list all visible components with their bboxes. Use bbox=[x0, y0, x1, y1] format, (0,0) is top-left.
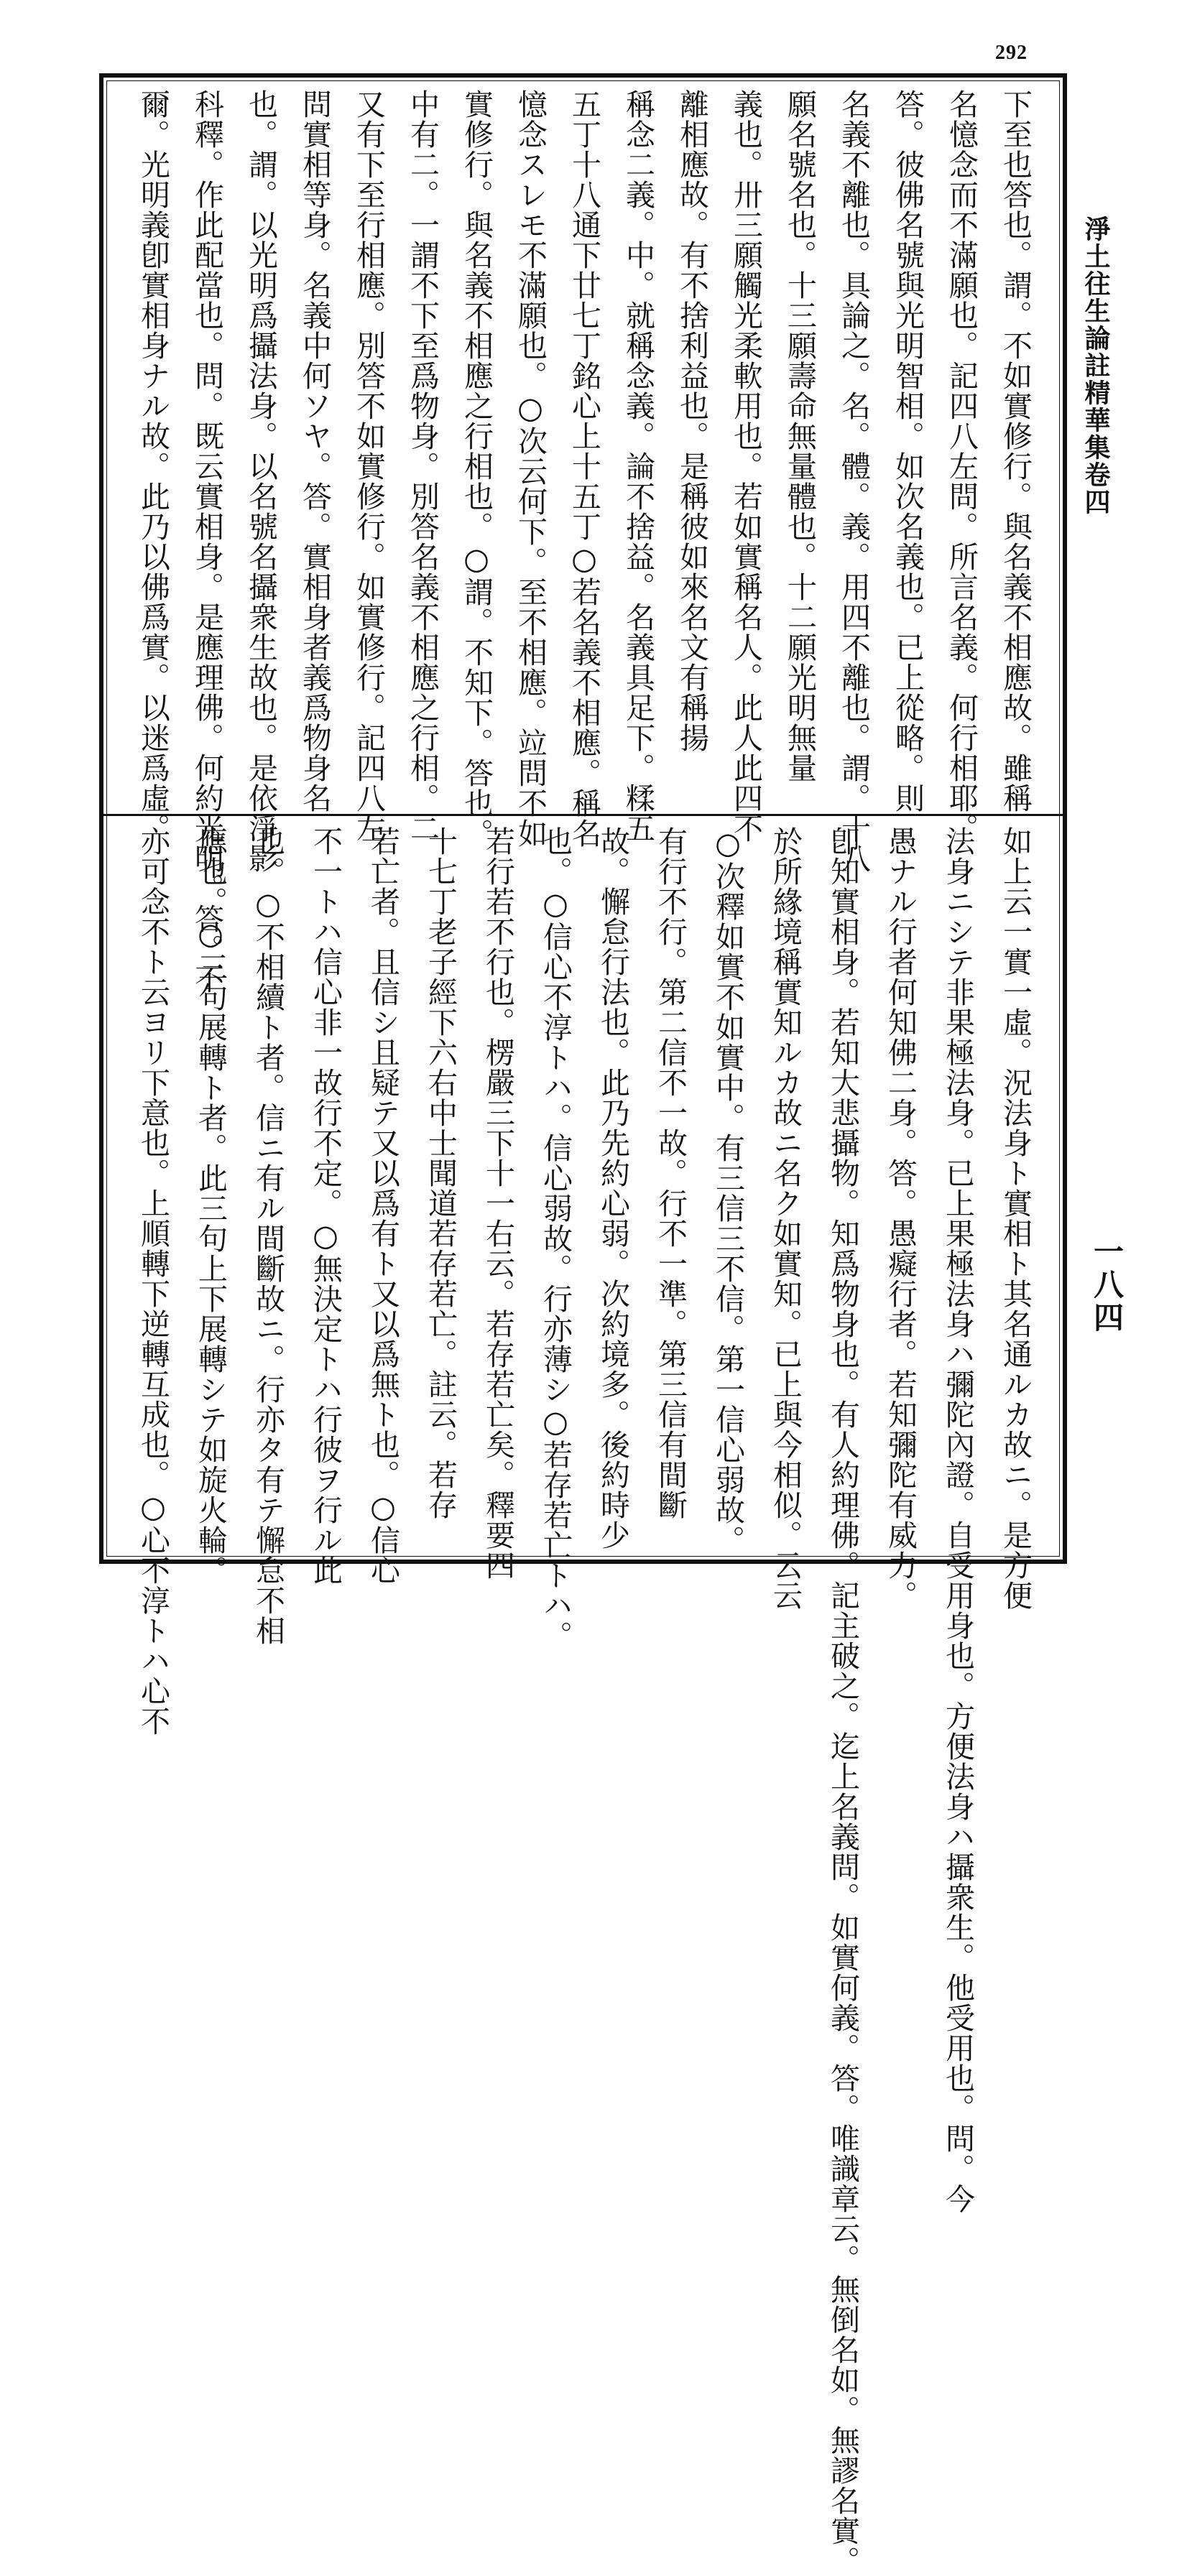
text-column: 憶念スレモ不滿願也。○次云何下。至不相應。竝問不如 bbox=[513, 89, 548, 848]
text-column: 若行若不行也。楞嚴三下十一右云。若存若亡矣。釋要四 bbox=[481, 826, 515, 1580]
text-column: 愚ナル行者何知佛二身。答。愚癡行者。若知彌陀有威力。 bbox=[883, 826, 918, 1611]
text-column: ○次釋如實不如實中。有三信三不信。第一信心弱故。 bbox=[711, 826, 745, 1555]
text-column: 應也。○三句展轉ト者。此三句上下展轉シテ如旋火輪。 bbox=[193, 826, 228, 1585]
text-column: 也。謂。以光明爲攝法身。以名號名攝衆生故也。是依淨影 bbox=[244, 89, 278, 874]
text-column: 問實相等身。名義中何ソヤ。答。實相身者義爲物身名 bbox=[297, 89, 332, 813]
running-title: 淨土往生論註精華集卷四 bbox=[1081, 216, 1111, 516]
text-column: 科釋。作此配當也。問。既云實相身。是應理佛。何約光明。答。不 bbox=[190, 89, 224, 994]
text-column: 不一トハ信心非一故行不定。○無決定トハ行彼ヲ行ル此 bbox=[308, 826, 343, 1585]
text-column: 也。○不相續ト者。信ニ有ル間斷故ニ。行亦タ有テ懈怠不相 bbox=[251, 826, 285, 1646]
page-number: 292 bbox=[995, 42, 1028, 64]
text-column: 亦可念不ト云ヨリ下意也。上順轉下逆轉互成也。○心不淳トハ心不 bbox=[136, 826, 170, 1736]
text-column: 義也。卅三願觸光柔軟用也。若如實稱名人。此人此四不 bbox=[729, 89, 763, 843]
text-column: 名憶念而不滿願也。記四八左問。所言名義。何行相耶。 bbox=[944, 89, 979, 843]
text-column: 有行不行。第二信不一故。行不一準。第三信有間斷 bbox=[653, 826, 688, 1520]
text-column: 下至也答也。謂。不如實修行。與名義不相應故。雖稱 bbox=[998, 89, 1033, 813]
text-column: 於所緣境稱實知ルカ故ニ名ク如實知。已上與今相似。云云 bbox=[768, 826, 803, 1611]
text-column: 中有二。一謂不下至爲物身。別答名義不相應之行相。二 bbox=[405, 89, 440, 843]
lower-panel bbox=[121, 826, 1045, 2576]
text-column: 若亡者。且信シ且疑テ又以爲有ト又以爲無ト也。○信心 bbox=[366, 826, 400, 1585]
text-column: 故。懈怠行法也。此乃先約心弱。次約境多。後約時少 bbox=[596, 826, 630, 1550]
text-column: 願名號名也。十三願壽命無量體也。十二願光明無量 bbox=[782, 89, 817, 783]
upper-panel bbox=[121, 89, 1045, 994]
text-column: 又有下至行相應。別答不如實修行。如實修行。記四八左 bbox=[351, 89, 386, 843]
text-column: 也。○信心不淳トハ。信心弱故。行亦薄シ○若存若亡トハ。 bbox=[538, 826, 573, 1651]
text-column: 名義不離也。具論之。名。體。義。用四不離也。謂。十八 bbox=[836, 89, 871, 874]
text-column: 卽知實相身。若知大悲攝物。知爲物身也。有人約理佛。記主破之。迄上名義問。如實何義。答。唯識章云。無倒名如。無謬名實。 bbox=[826, 826, 860, 2576]
text-frame bbox=[99, 73, 1067, 2576]
folio-number: 一八四 bbox=[1089, 1236, 1125, 1335]
panel-divider bbox=[103, 814, 1063, 816]
text-column: 答。彼佛名號與光明智相。如次名義也。已上從略。則 bbox=[890, 89, 925, 813]
text-column: 十七丁老子經下六右中士聞道若存若亡。註云。若存 bbox=[423, 826, 458, 1520]
text-column: 稱念二義。中。就稱念義。論不捨益。名義具足下。糅五 bbox=[621, 89, 655, 843]
text-column: 五丁十八通下廿七丁銘心上十五丁○若名義不相應。稱名 bbox=[567, 89, 601, 848]
text-column: 法身ニシテ非果極法身。已上果極法身ハ彌陀內證。自受用身也。方便法身ハ攝衆生。他受用也。問。今 bbox=[941, 826, 975, 2214]
text-column: 如上云一實一虛。況法身ト實相ト其名通ルカ故ニ。是方便 bbox=[998, 826, 1033, 1611]
text-column: 實修行。與名義不相應之行相也。○謂。不知下。答也。 bbox=[459, 89, 494, 848]
text-column: 爾。光明義卽實相身ナル故。此乃以佛爲實。以迷爲虛。 bbox=[136, 89, 170, 843]
text-column: 離相應故。有不捨利益也。是稱彼如來名文有稱揚 bbox=[675, 89, 709, 753]
